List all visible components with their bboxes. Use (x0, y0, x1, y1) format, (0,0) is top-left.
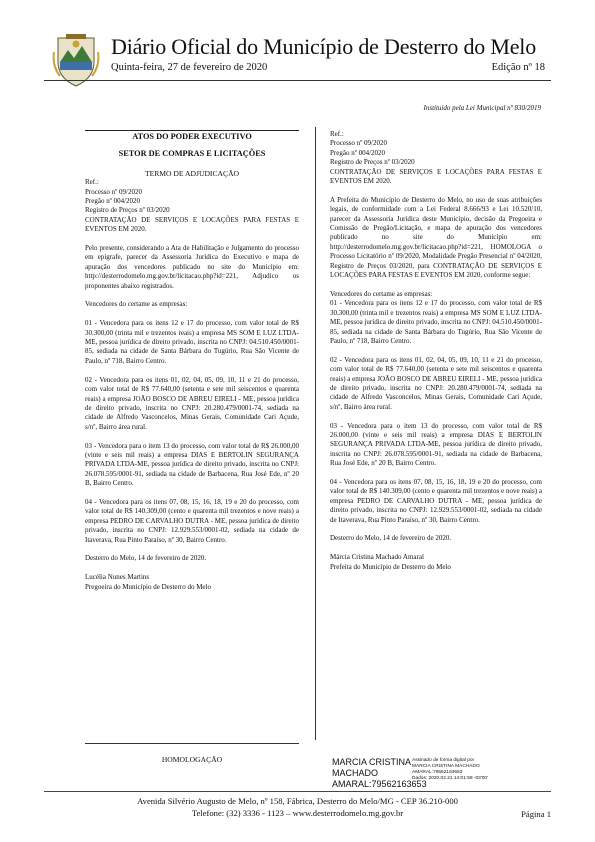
signer-role: Prefeita do Município de Desterro do Melo (330, 562, 451, 571)
vencedora-01: 01 - Vencedora para os itens 12 e 17 do processo, com valor total de R$ 30.300,00 (trinta mil e trezentos reais) a empresa MS SOM E LUZ LTDA-ME, pessoa jurídica de direito privado, inscrita no CNPJ: 04.510.450/0001-85, sediada na cidade de Santa Bárbara do Tugúrio, Rua São Vicente de Paulo, nº 718, Bairro Centro. (330, 299, 542, 345)
edition-number: Edição nº 18 (491, 62, 545, 73)
footer-rule (44, 791, 551, 792)
issue-date: Quinta-feira, 27 de fevereiro de 2020 (111, 62, 268, 73)
vencedora-01: 01 - Vencedora para os itens 12 e 17 do processo, com valor total de R$ 30.300,00 (trinta mil e trezentos reais) a empresa MS SOM E LUZ LTDA-ME, pessoa jurídica de direito privado, inscrita no CNPJ: 04.510.450/0001-85, sediada na cidade de Santa Bárbara do Tugúrio, Rua São Vicente de Paulo, nº 718, Bairro Centro. (85, 319, 299, 365)
termo-heading: TERMO DE ADJUDICAÇÃO (144, 168, 240, 178)
signature-meta-4: Dados: 2020.02.21 14:01:59 -03'00' (412, 776, 488, 781)
vencedora-03: 03 - Vencedora para o item 13 do processo, com valor total de R$ 26.000,00 (vinte e seis mil reais) a empresa DIAS E BERTOLIN SEGURANÇA PRIVADA LTDA-ME, pessoa jurídica de direito privado, inscrita no CNPJ: 26.078.595/0001-91, sediada na cidade de Barbacena, Rua José Ede, nº 20 B, Bairro Centro. (85, 441, 299, 488)
vencedora-04: 04 - Vencedora para os itens 07, 08, 15, 16, 18, 19 e 20 do processo, com valor total de R$ 140.309,00 (cento e quarenta mil trezentos e nove reais) a empresa PEDRO DE CARVALHO DUTRA - ME, pessoa jurídica de direito privado, inscrita no CNPJ: 12.929.553/0001-02, sediada na cidade de Itaverava, Rua Pinto Paraíso, nº 30, Bairro Centro. (330, 477, 542, 524)
column-divider (315, 127, 316, 740)
ref-label: Ref.: (85, 178, 99, 187)
registro-line: Registro de Preços nº 03/2020 (85, 206, 170, 215)
header-rule (44, 80, 551, 81)
pregao-line: Pregão nº 004/2020 (85, 197, 141, 206)
vencedora-03: 03 - Vencedora para o item 13 do processo, com valor total de R$ 26.000,00 (vinte e seis mil reais) a empresa DIAS E BERTOLIN SEGURANÇA PRIVADA LTDA-ME, pessoa jurídica de direito privado, inscrita no CNPJ: 26.078.595/0001-91, sediada na cidade de Barbacena, Rua José Ede, nº 20 B, Bairro Centro. (330, 421, 542, 468)
digital-signature-details (412, 758, 547, 782)
objeto-line: CONTRATAÇÃO DE SERVIÇOS E LOCAÇÕES PARA FESTAS E EVENTOS EM 2020. (330, 167, 542, 186)
vencedora-02: 02 - Vencedora para os itens 01, 02, 04, 05, 09, 10, 11 e 21 do processo, com valor total de R$ 77.640,00 (setenta e sete mil seiscentos e quarenta reais) a empresa JOÃO BOSCO DE ABREU EIRELI - ME, pessoa jurídica de direito privado, inscrita no CNPJ: 20.280.479/0001-74, sediada na cidade de Alfredo Vasconcelos, Minas Gerais, Comunidade Cari Açude, s/nº, Bairro área rural. (330, 355, 542, 411)
gazette-title: Diário Oficial do Município de Desterro do Melo (111, 34, 536, 59)
signer-role: Pregoeira do Município de Desterro do Melo (85, 582, 211, 591)
pregao-line: Pregão nº 004/2020 (330, 148, 386, 157)
vencedores-label: Vencedores do certame as empresas: (85, 300, 188, 309)
signature-date: Desterro do Melo, 14 de fevereiro de 2020. (330, 534, 452, 543)
vencedora-02: 02 - Vencedora para os itens 01, 02, 04, 05, 09, 10, 11 e 21 do processo, com valor total de R$ 77.640,00 (setenta e sete mil seiscentos e quarenta reais) a empresa JOÃO BOSCO DE ABREU EIRELI - ME, pessoa jurídica de direito privado, inscrita no CNPJ: 20.280.479/0001-74, sediada na cidade de Alfredo Vasconcelos, Minas Gerais, Comunidade Cari Açude, s/nº, Bairro área rural. (85, 375, 299, 431)
homologacao-heading: HOMOLOGAÇÃO (161, 755, 223, 764)
signature-line-2: MACHADO (332, 768, 379, 778)
page-number: Página 1 (521, 809, 551, 819)
vencedora-04: 04 - Vencedora para os itens 07, 08, 15, 16, 18, 19 e 20 do processo, com valor total de R$ 140.309,00 (cento e quarenta mil trezentos e nove reais) a empresa PEDRO DE CARVALHO DUTRA - ME, pessoa jurídica de direito privado, inscrita no CNPJ: 12.929.553/0001-02, sediada na cidade de Itaverava, Rua Pinto Paraíso, nº 30, Bairro Centro. (85, 497, 299, 544)
signer-name: Lucélia Nunes Martins (85, 573, 150, 582)
processo-line: Processo nº 09/2020 (85, 187, 143, 196)
digital-signature-name (332, 757, 427, 790)
section-heading-compras: SETOR DE COMPRAS E LICITAÇÕES (118, 149, 266, 159)
section-heading-executive: ATOS DO PODER EXECUTIVO (85, 130, 299, 141)
signature-line-1: MARCIA CRISTINA (332, 757, 412, 767)
objeto-line: CONTRATAÇÃO DE SERVIÇOS E LOCAÇÕES PARA FESTAS E EVENTOS EM 2020. (85, 215, 299, 234)
vencedores-label: Vencedores do certame as empresas: (330, 289, 433, 298)
footer-address: Avenida Silvério Augusto de Melo, nº 158, Fábrica, Desterro do Melo/MG - CEP 36.210-000 (137, 796, 458, 806)
signature-meta-1: Assinado de forma digital por (412, 758, 475, 763)
left-column-end-rule (85, 743, 299, 744)
homologacao-intro: A Prefeita do Município de Desterro do Melo, no uso de suas atribuições legais, de conformidade com a Lei Federal 8.666/93 e Lei 10.520/10, parecer da Assessoria Jurídica deste Município, decisão da Pregoeira e Comissão de Pregão/Licitação, e mapa de apuração dos vencedores publicado no site do Município em: http://desterrodomelo.mg.gov.br/licitacao.php?id=221, HOMOLOGA o Processo Licitatório nº 09/2020, Modalidade Pregão Presencial nº 04/2020, Registro de Preços 03/2020, para CONTRATAÇÃO DE SERVIÇOS E LOCAÇÕES PARA FESTAS E EVENTOS EM 2020, conforme segue: (330, 195, 542, 280)
registro-line: Registro de Preços nº 03/2020 (330, 158, 415, 167)
left-column (85, 130, 299, 592)
signature-line-3: AMARAL:79562163653 (332, 779, 427, 789)
signature-date: Desterro do Melo, 14 de fevereiro de 2020. (85, 554, 207, 563)
instituido-note: Instituído pela Lei Municipal nº 830/2019 (423, 104, 541, 112)
right-column (330, 130, 542, 572)
signer-name: Márcia Cristina Machado Amaral (330, 553, 424, 562)
ref-label: Ref.: (330, 130, 344, 138)
signature-meta-3: AMARAL:79562163653 (412, 770, 463, 775)
signature-meta-2: MARCIA CRISTINA MACHADO (412, 764, 480, 769)
adjudicacao-intro: Pelo presente, considerando a Ata de Habilitação e Julgamento do processo em epígrafe, parecer da Assessoria Jurídica do Executivo e mapa de apuração dos vencedores publicado no site do Município em: http://desterrodomelo.mg.gov.br/licitacao.php?id=221, Adjudico os proponentes abaixo registrados. (85, 244, 299, 290)
processo-line: Processo nº 09/2020 (330, 139, 388, 148)
footer-contact: Telefone: (32) 3336 - 1123 – www.desterrodomelo.mg.gov.br (191, 808, 404, 818)
